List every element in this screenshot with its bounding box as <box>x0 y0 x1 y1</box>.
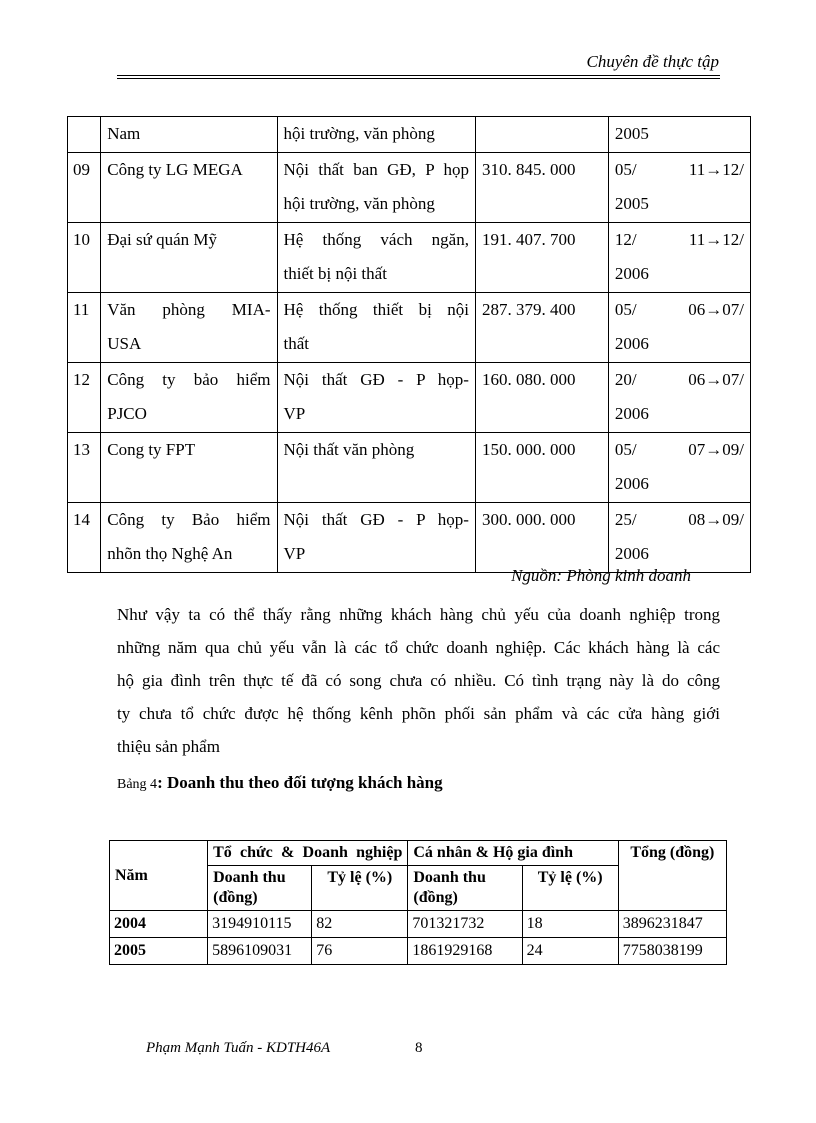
cell-line: Công ty Bảo hiểm <box>107 509 271 529</box>
date-range: 11→12/ <box>688 229 744 249</box>
hh-revenue-header: Doanh thu (đồng) <box>408 866 522 911</box>
cell-line: Cong ty FPT <box>107 439 196 459</box>
customer-name <box>101 117 277 153</box>
customer-name <box>101 362 277 432</box>
contract-value: 150. 000. 000 <box>475 432 608 502</box>
contract-value: 300. 000. 000 <box>475 502 608 572</box>
header-rule-top <box>117 75 720 76</box>
source-note: Nguồn: Phòng kinh doanh <box>511 566 691 585</box>
cell-line: hội trường, văn phòng <box>283 124 435 143</box>
row-number: 14 <box>68 502 101 572</box>
cell-line: USA <box>107 334 142 353</box>
table-row <box>110 938 727 965</box>
hh-ratio: 18 <box>522 911 618 938</box>
paragraph-line: Như vậy ta có thể thấy rằng những khách hàng chủ yếu của doanh nghiệp trong <box>117 605 720 624</box>
org-revenue: 3194910115 <box>208 911 312 938</box>
date-year: 2006 <box>614 334 649 353</box>
header-rule-bottom <box>117 78 720 79</box>
work-description <box>277 152 475 222</box>
work-description <box>277 222 475 292</box>
row-number: 13 <box>68 432 101 502</box>
contract-value: 160. 080. 000 <box>475 362 608 432</box>
table-row <box>68 432 751 502</box>
table-row <box>68 117 751 153</box>
contract-date <box>608 502 750 572</box>
cell-line: Công ty bảo hiểm <box>107 369 271 389</box>
cell-line: thiết bị nội thất <box>283 264 387 283</box>
date-start: 05/ <box>614 439 637 459</box>
table-caption <box>117 773 443 793</box>
cell-line: Văn phòng MIA- <box>107 299 271 319</box>
customer-name <box>101 292 277 362</box>
row-number: 09 <box>68 152 101 222</box>
customer-name <box>101 222 277 292</box>
org-group-header: Tổ chức & Doanh nghiệp <box>208 841 408 866</box>
table-row <box>110 911 727 938</box>
header-title: Chuyên đề thực tập <box>586 52 719 71</box>
row-number: 10 <box>68 222 101 292</box>
row-year: 2004 <box>110 911 208 938</box>
hh-ratio-header: Tỷ lệ (%) <box>522 866 618 911</box>
customer-name <box>101 432 277 502</box>
paragraph-line: thiệu sản phẩm <box>117 737 220 756</box>
cell-line: VP <box>283 404 306 423</box>
org-revenue: 5896109031 <box>208 938 312 965</box>
date-start: 25/ <box>614 509 637 529</box>
date-year: 2005 <box>614 194 649 213</box>
contract-date <box>608 362 750 432</box>
contract-value: 191. 407. 700 <box>475 222 608 292</box>
work-description <box>277 432 475 502</box>
row-number <box>68 117 101 153</box>
cell-line: PJCO <box>107 404 147 423</box>
date-year: 2006 <box>614 264 649 283</box>
contract-value: 287. 379. 400 <box>475 292 608 362</box>
caption-label: Bảng 4 <box>117 777 158 792</box>
hh-revenue: 1861929168 <box>408 938 522 965</box>
table-row <box>68 502 751 572</box>
table-row <box>68 152 751 222</box>
date-year: 2006 <box>614 404 649 423</box>
cell-line: Đại sứ quán Mỹ <box>107 229 218 249</box>
caption-title: : Doanh thu theo đối tượng khách hàng <box>157 773 443 792</box>
contract-value <box>475 117 608 153</box>
cell-line: Nam <box>107 124 141 143</box>
date-range: 07→09/ <box>688 439 744 459</box>
date-start: 05/ <box>614 299 637 319</box>
cell-line: Hệ thống vách ngăn, <box>283 229 469 249</box>
cell-line: Nội thất văn phòng <box>283 439 415 459</box>
cell-line: Công ty LG MEGA <box>107 159 243 179</box>
date-start: 12/ <box>614 229 637 249</box>
projects-table <box>67 116 751 573</box>
household-group-header: Cá nhân & Hộ gia đình <box>408 841 618 866</box>
org-ratio: 76 <box>312 938 408 965</box>
total: 7758038199 <box>618 938 726 965</box>
contract-date <box>608 152 750 222</box>
date-range: 08→09/ <box>688 509 744 529</box>
date-year: 2006 <box>614 474 649 493</box>
org-ratio-header: Tỷ lệ (%) <box>312 866 408 911</box>
date-start: 2005 <box>614 124 649 143</box>
contract-date <box>608 292 750 362</box>
total-header: Tổng (đồng) <box>618 841 726 911</box>
cell-line: nhõn thọ Nghệ An <box>107 544 233 563</box>
footer-author: Phạm Mạnh Tuấn - KDTH46A <box>146 1040 331 1056</box>
table-row <box>68 222 751 292</box>
date-start: 20/ <box>614 369 637 389</box>
date-range: 06→07/ <box>688 369 744 389</box>
contract-date <box>608 432 750 502</box>
row-number: 11 <box>68 292 101 362</box>
cell-line: VP <box>283 544 306 563</box>
date-range: 11→12/ <box>688 159 744 179</box>
year-header: Năm <box>110 841 208 911</box>
paragraph-line: ty chưa tổ chức được hệ thống kênh phõn phối sản phẩm và các cửa hàng giới <box>117 704 720 723</box>
cell-line: thất <box>283 334 310 353</box>
customer-name <box>101 152 277 222</box>
contract-date <box>608 222 750 292</box>
cell-line: Nội thất GĐ - P họp- <box>283 509 469 529</box>
row-year: 2005 <box>110 938 208 965</box>
revenue-table <box>109 840 727 965</box>
contract-value: 310. 845. 000 <box>475 152 608 222</box>
work-description <box>277 117 475 153</box>
paragraph-line: những năm qua chủ yếu vẫn là các tổ chức doanh nghiệp. Các khách hàng là các <box>117 638 720 657</box>
date-range: 06→07/ <box>688 299 744 319</box>
contract-date <box>608 117 750 153</box>
table-row <box>68 362 751 432</box>
org-ratio: 82 <box>312 911 408 938</box>
work-description <box>277 292 475 362</box>
date-start: 05/ <box>614 159 637 179</box>
work-description <box>277 362 475 432</box>
total: 3896231847 <box>618 911 726 938</box>
page-number: 8 <box>415 1040 423 1056</box>
cell-line: hội trường, văn phòng <box>283 194 435 213</box>
hh-revenue: 701321732 <box>408 911 522 938</box>
hh-ratio: 24 <box>522 938 618 965</box>
org-revenue-header: Doanh thu (đồng) <box>208 866 312 911</box>
body-paragraph <box>117 598 720 763</box>
row-number: 12 <box>68 362 101 432</box>
work-description <box>277 502 475 572</box>
paragraph-line: hộ gia đình trên thực tế đã có song chưa có nhiều. Có tình trạng này là do công <box>117 671 720 690</box>
table-row <box>68 292 751 362</box>
cell-line: Nội thất ban GĐ, P họp <box>283 159 469 179</box>
cell-line: Hệ thống thiết bị nội <box>283 299 469 319</box>
cell-line: Nội thất GĐ - P họp- <box>283 369 469 389</box>
date-year: 2006 <box>614 544 649 563</box>
customer-name <box>101 502 277 572</box>
